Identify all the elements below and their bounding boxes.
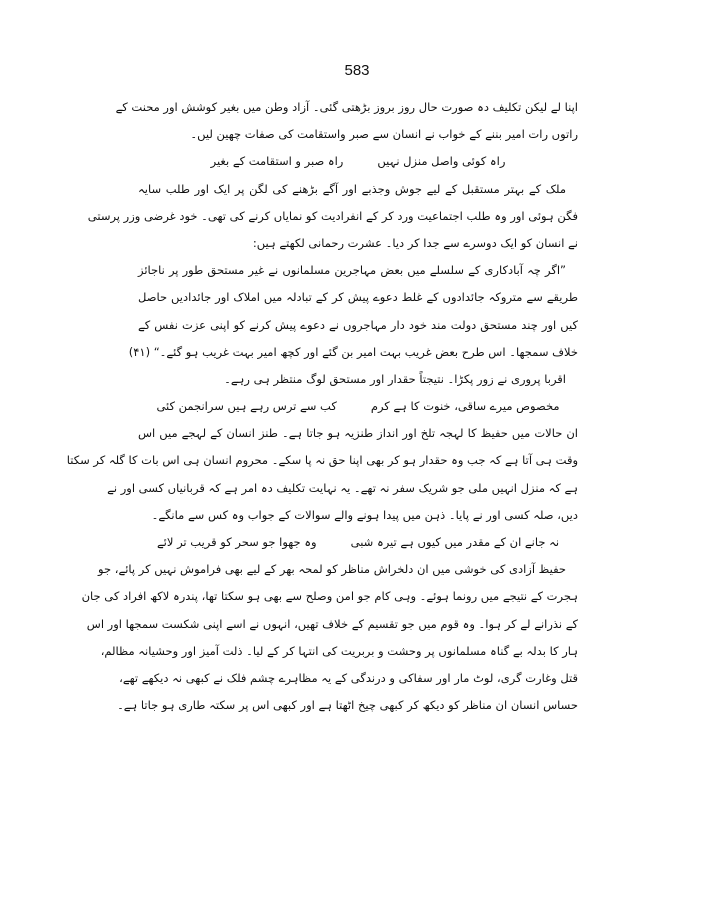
quote-line: خلاف سمجھا۔ اس طرح بعض غریب بہت امیر بن گئے اور کچھ امیر بہت غریب ہو گئے۔“ (۴۱) bbox=[128, 344, 578, 359]
text-line: اپنا لے لیکن تکلیف دہ صورت حال روز بروز بڑھتی گئی۔ آزاد وطن میں بغیر کوشش اور محنت کے bbox=[115, 100, 578, 114]
text-line: حساس انسان ان مناظر کو دیکھ کر کبھی چیخ اٹھتا ہے اور کبھی اس پر سکتہ طاری ہو جاتا ہے۔ bbox=[117, 698, 578, 713]
text-line: ہے کہ منزل انہیں ملی جو شریک سفر نہ تھے۔ یہ نہایت تکلیف دہ امر ہے کہ قربانیاں کسی اور نے bbox=[107, 480, 578, 495]
couplet-verse: کب سے ترس رہے ہیں سرانجمن کئی bbox=[156, 399, 337, 414]
text-line: ہار کا بدلہ بے گناہ مسلمانوں پر وحشت و بربریت کی انتہا کر کے لیا۔ ذلت آمیز اور وحشیانہ مظالم، bbox=[100, 643, 578, 658]
text-line: فگن ہوئی اور وہ طلب اجتماعیت ورد کر کے انفرادیت کو نمایاں کرنے کی تھی۔ خود غرضی وزر پرستی bbox=[87, 208, 578, 223]
text-line: ہجرت کے نتیجے میں رونما ہوئے۔ وہی کام جو امن وصلح سے بھی ہو سکتا تھا، پندرہ لاکھ افراد کی جان bbox=[81, 589, 578, 604]
couplet bbox=[138, 148, 578, 175]
couplet-verse: راہ کوئی واصل منزل نہیں bbox=[377, 154, 506, 169]
text-line: ملک کے بہتر مستقبل کے لیے جوش وجذبے اور آگے بڑھنے کی لگن پر ایک اور طلب سایہ bbox=[138, 181, 566, 196]
couplet-verse: مخصوص میرے ساقی، خنوت کا ہے کرم bbox=[370, 399, 560, 414]
text-line: وقت ہی آتا ہے کہ جب وہ حقدار ہو کر بھی اپنا حق نہ پا سکے۔ محروم انسان ہی اس بات کا گلہ کر سکتا bbox=[66, 453, 578, 468]
text-line: راتوں رات امیر بننے کے خواب نے انسان سے صبر واستقامت کی صفات چھین لیں۔ bbox=[190, 127, 578, 142]
text-line: حفیظ آزادی کی خوشی میں ان دلخراش مناظر کو لمحہ بھر کے لیے بھی فراموش نہیں کر پائے، جو bbox=[98, 562, 566, 577]
couplet-verse: نہ جانے ان کے مقدر میں کیوں ہے تیرہ شبی bbox=[350, 535, 560, 549]
page-number: 583 bbox=[344, 62, 370, 79]
couplet bbox=[138, 393, 578, 420]
text-line: دیں، صلہ کسی اور نے پایا۔ ذہن میں پیدا ہونے والے سوالات کے جواب وہ کس سے مانگے۔ bbox=[151, 507, 578, 522]
text-line: ان حالات میں حفیظ کا لہجہ تلخ اور انداز طنزیہ ہو جاتا ہے۔ طنز انسان کے لہجے میں اس bbox=[138, 426, 578, 441]
text-line: اقربا پروری نے زور پکڑا۔ نتیجتاً حقدار اور مستحق لوگ منتظر ہی رہے۔ bbox=[224, 371, 566, 386]
quote-line: ”اگر چہ آبادکاری کے سلسلے میں بعض مہاجرین مسلمانوں نے غیر مستحق طور پر ناجائز bbox=[138, 263, 566, 278]
text-line: قتل وغارت گری، لوٹ مار اور سفاکی و درندگی کے یہ مظاہرے چشم فلک نے کبھی نہ دیکھے تھے، bbox=[119, 670, 578, 685]
couplet-verse: وہ جھوا جو سحر کو قریب تر لائے bbox=[156, 535, 317, 549]
quote-line: طریقے سے متروکہ جائدادوں کے غلط دعوے پیش کر کے تبادلہ میں املاک اور جائدادیں حاصل bbox=[138, 290, 578, 305]
couplet-verse: راہ صبر و استقامت کے بغیر bbox=[210, 154, 344, 169]
body-text bbox=[66, 94, 578, 719]
text-line: کے نذرانے لے کر ہوا۔ وہ قوم میں جو تقسیم کے خلاف تھیں، انہوں نے اسے اپنی شکست سمجھا اور اس bbox=[86, 616, 578, 631]
quote-line: کیں اور چند مستحق دولت مند خود دار مہاجروں نے دعوے پیش کرنے کو اپنی عزت نفس کے bbox=[138, 317, 578, 332]
couplet bbox=[138, 529, 578, 556]
text-line: نے انسان کو ایک دوسرے سے جدا کر دیا۔ عشرت رحمانی لکھتے ہیں: bbox=[252, 235, 578, 250]
